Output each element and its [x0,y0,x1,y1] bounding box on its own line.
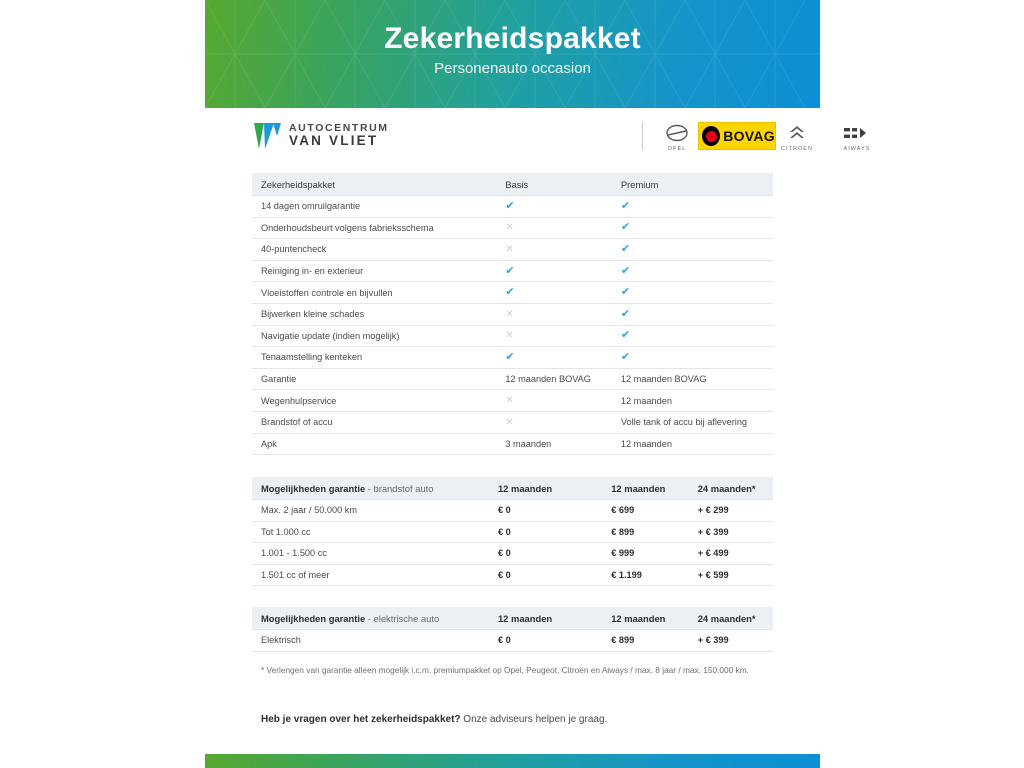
citroen-chevrons-icon [777,122,817,144]
table-row [252,325,773,347]
check-icon: ✔ [620,264,631,277]
van-vliet-mark-icon [252,120,282,152]
dealer-name-line2: VAN VLIET [289,133,379,149]
table-row [252,196,773,218]
page-title: Zekerheidspakket [384,22,641,55]
garantie-brandstof-table-wrap [252,477,773,586]
row-label: Onderhoudsbeurt volgens fabrieksschema [252,217,496,239]
check-icon: ✔ [620,307,631,320]
row-value-12mnd-basis: € 0 [489,521,602,543]
header-banner [205,0,820,108]
row-basis [496,282,612,304]
row-premium [612,196,773,218]
bovag-logo [698,122,776,150]
row-basis [496,260,612,282]
row-value-12mnd-basis: € 0 [489,500,602,522]
row-label: Vloeistoffen controle en bijvullen [252,282,496,304]
check-icon: ✔ [505,286,515,299]
row-premium [612,260,773,282]
row-label: 1.501 cc of meer [252,564,489,586]
row-value-24mnd: + € 399 [689,521,773,543]
table-row [252,303,773,325]
row-premium: 12 maanden [612,433,773,455]
row-value-12mnd-premium: € 899 [602,521,689,543]
check-icon: ✔ [620,221,631,234]
row-label: Tot 1.000 cc [252,521,489,543]
marque-opel-label: OPEL [667,146,687,152]
row-label: Apk [252,433,496,455]
zekerheidspakket-table [252,173,773,455]
row-premium [612,217,773,239]
marque-aiways [837,122,877,152]
row-label: Max. 2 jaar / 50.000 km [252,500,489,522]
table-header-row [252,173,773,196]
table-row [252,630,773,652]
row-label: Navigatie update (indien mogelijk) [252,325,496,347]
table-row [252,564,773,586]
row-value-24mnd: + € 499 [689,543,773,565]
check-icon: ✔ [620,199,631,212]
table-row [252,411,773,433]
row-label: Elektrisch [252,630,489,652]
row-value-24mnd: + € 399 [689,630,773,652]
row-premium [612,325,773,347]
row-value-12mnd-premium: € 899 [602,630,689,652]
table-row [252,282,773,304]
header-strong: Mogelijkheden garantie [261,482,366,494]
garantie-elektrisch-table-wrap [252,607,773,652]
col-header-premium: Premium [612,173,773,196]
dealer-logo [252,120,389,152]
brand-divider [642,122,643,150]
check-icon: ✔ [505,264,515,277]
row-basis [496,411,612,433]
contact-question [261,714,607,725]
row-premium: 12 maanden BOVAG [612,368,773,390]
col-header-premium-12mnd: 12 maanden [602,477,689,500]
row-value-24mnd: + € 599 [689,564,773,586]
row-label: Wegenhulpservice [252,390,496,412]
header-light: - elektrische auto [365,612,440,624]
check-icon: ✔ [620,329,631,342]
col-header-24mnd: 24 maanden* [689,607,773,630]
cross-icon: ✕ [505,308,514,320]
col-header-mogelijkheden-elektrisch [252,607,489,630]
brand-bar [252,120,871,162]
row-label: Tenaamstelling kenteken [252,347,496,369]
table-row [252,500,773,522]
row-label: 14 dagen omruilgarantie [252,196,496,218]
row-basis: 3 maanden [496,433,612,455]
opel-logo-icon [657,122,697,144]
table-header-row [252,607,773,630]
col-header-basis-12mnd: 12 maanden [489,477,602,500]
contact-question-rest: Onze adviseurs helpen je graag. [460,714,608,725]
cross-icon: ✕ [505,222,514,234]
col-header-24mnd: 24 maanden* [689,477,773,500]
row-value-12mnd-premium: € 699 [602,500,689,522]
row-label: 40-puntencheck [252,239,496,261]
row-premium: Volle tank of accu bij aflevering [612,411,773,433]
table-row [252,368,773,390]
col-header-basis: Basis [496,173,612,196]
marque-opel [657,122,697,152]
row-premium [612,282,773,304]
table-row [252,543,773,565]
cross-icon: ✕ [505,243,514,255]
col-header-pakket: Zekerheidspakket [252,173,496,196]
table-row [252,260,773,282]
footnote: * Verlengen van garantie alleen mogelijk i.c.m. premiumpakket op Opel, Peugeot, Citroën en Aiways / max. 8 jaar / max. 150.000 km. [261,665,749,675]
header-strong: Mogelijkheden garantie [261,612,366,624]
check-icon: ✔ [505,199,515,212]
bovag-mark-icon [702,126,720,146]
row-basis [496,217,612,239]
col-header-premium-12mnd: 12 maanden [602,607,689,630]
check-icon: ✔ [620,286,631,299]
zekerheidspakket-table-wrap [252,173,773,455]
row-basis [496,239,612,261]
row-value-24mnd: + € 299 [689,500,773,522]
row-basis [496,347,612,369]
check-icon: ✔ [620,242,631,255]
row-value-12mnd-basis: € 0 [489,564,602,586]
row-premium: 12 maanden [612,390,773,412]
row-premium [612,303,773,325]
page-subtitle: Personenauto occasion [434,60,591,77]
row-label: 1.001 - 1.500 cc [252,543,489,565]
col-header-basis-12mnd: 12 maanden [489,607,602,630]
header-light: - brandstof auto [365,482,434,494]
bovag-label: BOVAG [723,128,775,144]
contact-question-bold: Heb je vragen over het zekerheidspakket? [261,714,461,725]
row-value-12mnd-premium: € 999 [602,543,689,565]
row-label: Bijwerken kleine schades [252,303,496,325]
row-basis [496,390,612,412]
row-label: Garantie [252,368,496,390]
table-header-row [252,477,773,500]
row-value-12mnd-basis: € 0 [489,630,602,652]
footer-banner [205,754,820,768]
garantie-brandstof-table [252,477,773,586]
row-premium [612,347,773,369]
aiways-logo-icon [837,122,877,144]
row-basis: 12 maanden BOVAG [496,368,612,390]
dealer-name-line1: AUTOCENTRUM [289,122,389,135]
cross-icon: ✕ [505,330,514,342]
row-label: Brandstof of accu [252,411,496,433]
row-premium [612,239,773,261]
table-row [252,239,773,261]
table-row [252,217,773,239]
col-header-mogelijkheden-brandstof [252,477,489,500]
row-basis [496,325,612,347]
cross-icon: ✕ [505,416,514,428]
row-basis [496,303,612,325]
marque-citroen-label: CITROËN [781,146,813,152]
cross-icon: ✕ [505,395,514,407]
garantie-elektrisch-table [252,607,773,652]
marque-citroen [777,122,817,152]
table-row [252,390,773,412]
row-label: Reiniging in- en exterieur [252,260,496,282]
row-value-12mnd-basis: € 0 [489,543,602,565]
table-row [252,347,773,369]
check-icon: ✔ [620,350,631,363]
row-value-12mnd-premium: € 1.199 [602,564,689,586]
table-row [252,433,773,455]
check-icon: ✔ [505,350,515,363]
table-row [252,521,773,543]
marque-aiways-label: AIWAYS [843,146,871,152]
row-basis [496,196,612,218]
